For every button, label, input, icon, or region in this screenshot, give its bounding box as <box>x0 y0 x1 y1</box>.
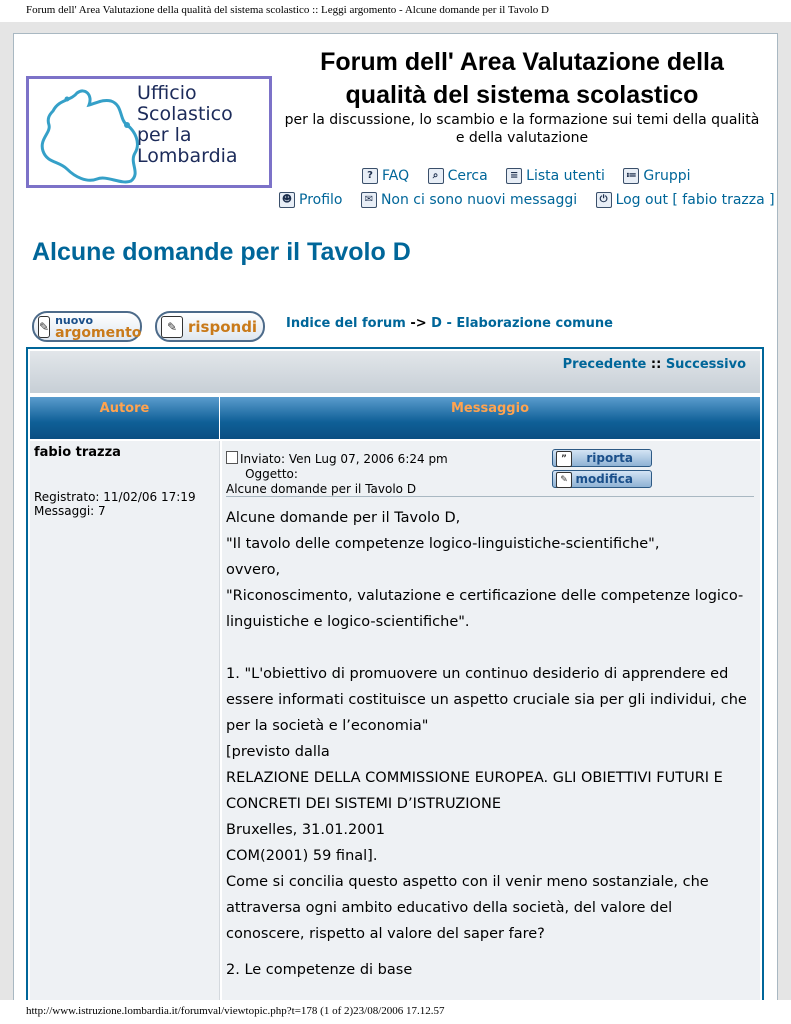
faq-icon: ? <box>362 168 378 184</box>
new-topic-icon: ✎ <box>38 316 50 338</box>
logout-icon: ⏻ <box>596 192 612 208</box>
post-author-name: fabio trazza <box>34 445 121 460</box>
profile-icon: ☻ <box>279 192 295 208</box>
nav-memberlist[interactable]: ≡ Lista utenti <box>506 168 605 184</box>
author-registered: Registrato: 11/02/06 17:19 <box>34 490 196 504</box>
memberlist-icon: ≡ <box>506 168 522 184</box>
lombardia-map-icon <box>31 81 151 187</box>
site-title: Forum dell' Area Valutazione della qualità del sistema scolastico <box>320 48 724 109</box>
post-meta <box>226 451 516 497</box>
breadcrumb-index-link[interactable]: Indice del forum <box>286 316 406 331</box>
post-body: Alcune domande per il Tavolo D, "Il tavolo delle competenze logico-linguistiche-scientifiche", ovvero, "Riconoscimento, valutazione e certificazione delle competenze logico- linguistiche e logico-scientifiche". 1. "L'obiettivo di promuovere un continuo desiderio di apprendere ed essere informati costituisce un aspetto cruciale sia per gli individui, che per la società e l’economia" [previsto dalla RELAZIONE DELLA COMMISSIONE EUROPEA. GLI OBIETTIVI FUTURI E CONCRETI DEI SISTEMI D’ISTRUZIONE Bruxelles, 31.01.2001 COM(2001) 59 final]. Come si concilia questo aspetto con il venir meno sostanziale, che attraversa ogni ambito educativo della società, del valore del conoscere, rispetto al valore del saper fare? 2. Le competenze di base <box>226 510 747 978</box>
quote-button[interactable]: ” riporta <box>552 449 652 467</box>
search-icon: ⌕ <box>428 168 444 184</box>
edit-icon: ✎ <box>556 472 572 488</box>
nav-logout[interactable]: ⏻ Log out [ fabio trazza ] <box>596 192 775 208</box>
author-message-count: Messaggi: 7 <box>34 504 106 518</box>
logo-text: Ufficio Scolastico per la Lombardia <box>137 82 238 167</box>
next-link[interactable]: Successivo <box>665 357 746 372</box>
author-column-header: Autore <box>30 397 220 439</box>
nav-no-new-messages[interactable]: ✉ Non ci sono nuovi messaggi <box>361 192 577 208</box>
breadcrumb-forum-link[interactable]: D - Elaborazione comune <box>431 316 614 331</box>
breadcrumb: Indice del forum -> D - Elaborazione comune <box>286 316 614 331</box>
post-author-cell <box>30 441 220 1000</box>
edit-button[interactable]: ✎ modifica <box>552 470 652 488</box>
quote-icon: ” <box>556 451 572 467</box>
groups-icon: ≔ <box>623 168 639 184</box>
prev-next-bar: Precedente :: Successivo <box>30 351 760 393</box>
nav-search[interactable]: ⌕ Cerca <box>428 168 488 184</box>
previous-link[interactable]: Precedente <box>562 357 647 372</box>
nav-profile[interactable]: ☻ Profilo <box>279 192 342 208</box>
post-message-cell <box>222 441 760 1000</box>
subject-label: Oggetto: <box>245 467 298 481</box>
post-subject: Alcune domande per il Tavolo D <box>226 482 417 496</box>
topic-title[interactable]: Alcune domande per il Tavolo D <box>32 238 411 266</box>
messages-icon: ✉ <box>361 192 377 208</box>
reply-icon: ✎ <box>161 316 183 338</box>
post-divider <box>226 496 754 497</box>
post-icon <box>226 451 238 464</box>
site-logo[interactable] <box>26 76 272 188</box>
site-description: per la discussione, lo scambio e la formazione sui temi della qualità e della valutazione <box>284 112 760 146</box>
nav-faq[interactable]: ? FAQ <box>362 168 409 184</box>
nav-row-2 <box>279 190 775 208</box>
nav-row-1 <box>362 166 690 184</box>
nav-groups[interactable]: ≔ Gruppi <box>623 168 690 184</box>
post-date: Inviato: Ven Lug 07, 2006 6:24 pm <box>240 452 448 466</box>
print-footer: http://www.istruzione.lombardia.it/forumval/viewtopic.php?t=178 (1 of 2)23/08/2006 17.12.57 <box>0 1000 791 1024</box>
message-column-header: Messaggio <box>451 401 529 416</box>
new-topic-button[interactable]: ✎ nuovo argomento <box>32 311 142 342</box>
post-table <box>26 347 764 1000</box>
table-header <box>30 397 760 439</box>
reply-button[interactable]: ✎ rispondi <box>155 311 265 342</box>
forum-page <box>13 33 778 1000</box>
print-header: Forum dell' Area Valutazione della qualità del sistema scolastico :: Leggi argomento - Alcune domande per il Tavolo D <box>0 0 791 22</box>
